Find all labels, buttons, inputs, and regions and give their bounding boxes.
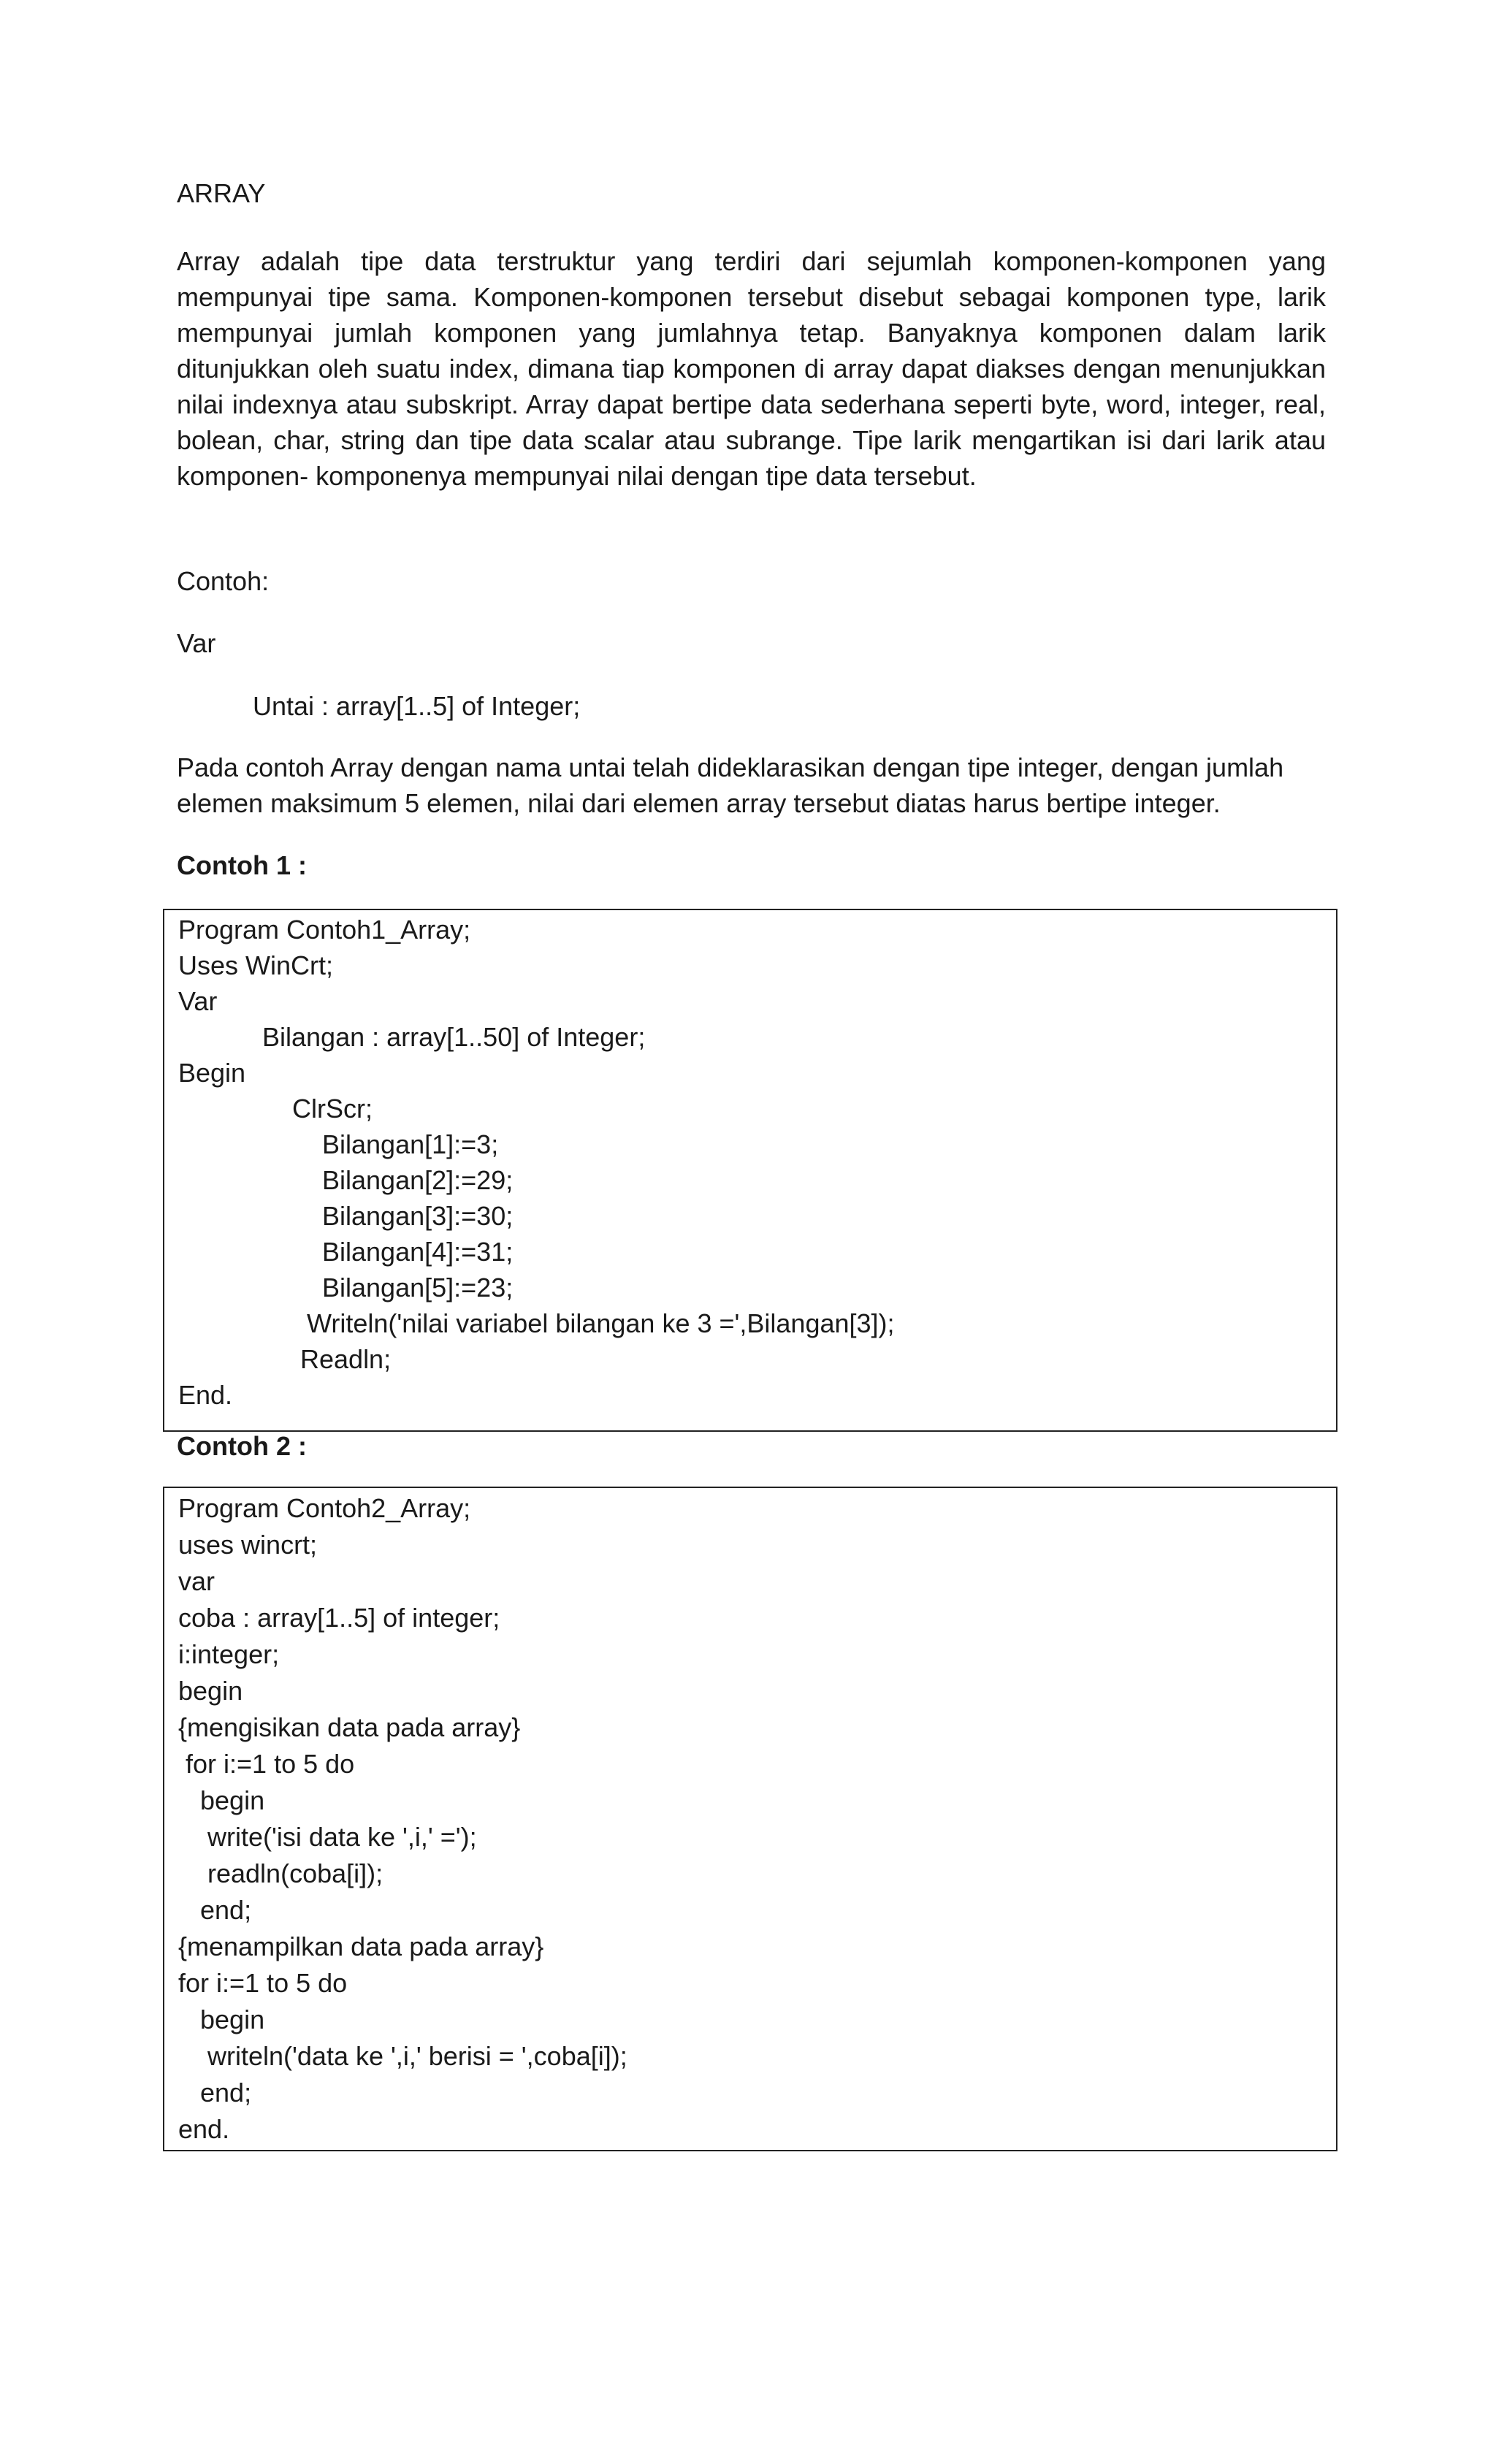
code-line: ClrScr;	[292, 1094, 373, 1124]
code-line: write('isi data ke ',i,' =');	[178, 1822, 477, 1852]
code-line: Bilangan[1]:=3;	[322, 1129, 499, 1159]
code-line: begin	[178, 1785, 265, 1815]
code-block-1	[163, 909, 1337, 1432]
code-line: Program Contoh2_Array;	[178, 1493, 471, 1523]
code-line: begin	[178, 2005, 265, 2034]
code-line: Bilangan[5]:=23;	[322, 1273, 514, 1302]
example-label: Contoh:	[177, 566, 270, 596]
code-block-2	[163, 1487, 1337, 2151]
code-line: Begin	[178, 1058, 246, 1088]
code-line: writeln('data ke ',i,' berisi = ',coba[i]);	[178, 2041, 627, 2071]
code-line: for i:=1 to 5 do	[178, 1968, 348, 1998]
code-line: readln(coba[i]);	[178, 1858, 383, 1888]
array-declaration: Untai : array[1..5] of Integer;	[253, 691, 581, 721]
code-line: {menampilkan data pada array}	[178, 1931, 544, 1961]
code-line: for i:=1 to 5 do	[178, 1749, 355, 1779]
code-line: i:integer;	[178, 1639, 280, 1669]
code-line: Readln;	[300, 1344, 392, 1374]
code-line: Bilangan : array[1..50] of Integer;	[262, 1022, 646, 1052]
code-line: var	[178, 1566, 215, 1596]
code-line: end;	[178, 2078, 252, 2108]
code-line: end.	[178, 2114, 230, 2144]
code-line: Bilangan[4]:=31;	[322, 1237, 514, 1267]
code-line: Var	[178, 986, 218, 1016]
explanation-line-2: elemen maksimum 5 elemen, nilai dari elemen array tersebut diatas harus bertipe integer.	[177, 788, 1221, 818]
var-keyword: Var	[177, 628, 216, 658]
code-line: coba : array[1..5] of integer;	[178, 1603, 500, 1633]
example-1-label: Contoh 1 :	[177, 850, 307, 880]
code-line: uses wincrt;	[178, 1530, 318, 1560]
code-line: end;	[178, 1895, 252, 1925]
code-line: {mengisikan data pada array}	[178, 1712, 521, 1742]
code-line: Bilangan[2]:=29;	[322, 1165, 514, 1195]
explanation-line-1: Pada contoh Array dengan nama untai telah dideklarasikan dengan tipe integer, dengan jumlah	[177, 752, 1284, 782]
code-line: Program Contoh1_Array;	[178, 915, 471, 945]
example-2-label: Contoh 2 :	[177, 1431, 307, 1461]
code-line: Uses WinCrt;	[178, 950, 334, 980]
intro-paragraph: Array adalah tipe data terstruktur yang terdiri dari sejumlah komponen-komponen yang mempunyai tipe sama. Komponen-komponen tersebut disebut sebagai komponen type, larik mempunyai jumlah komponen yang jumlahnya tetap. Banyaknya komponen dalam larik ditunjukkan oleh suatu index, dimana tiap komponen di array dapat diakses dengan menunjukkan nilai indexnya atau subskript. Array dapat bertipe data sederhana seperti byte, word, integer, real, bolean, char, string dan tipe data scalar atau subrange. Tipe larik mengartikan isi dari larik atau komponen- komponenya mempunyai nilai dengan tipe data tersebut.	[177, 246, 1326, 491]
page-title: ARRAY	[177, 178, 266, 208]
code-line: End.	[178, 1380, 233, 1410]
code-line: Bilangan[3]:=30;	[322, 1201, 514, 1231]
code-line: begin	[178, 1676, 243, 1706]
code-line: Writeln('nilai variabel bilangan ke 3 =',Bilangan[3]);	[307, 1308, 895, 1338]
